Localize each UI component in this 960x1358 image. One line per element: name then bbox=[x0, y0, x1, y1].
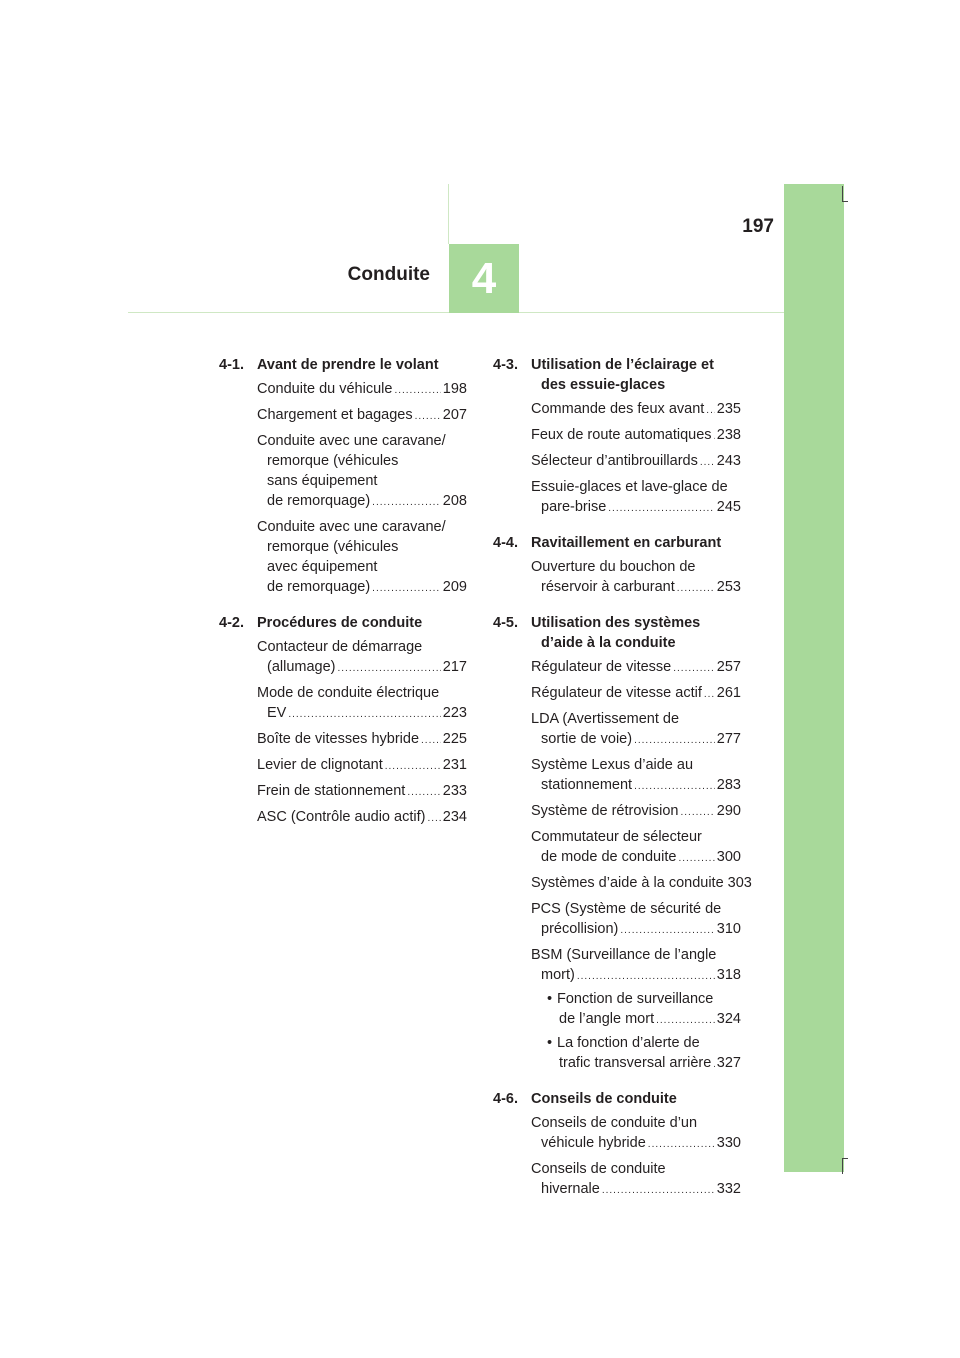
toc-section bbox=[219, 613, 467, 829]
toc-entry-line bbox=[257, 379, 467, 401]
toc-entry-label: sortie de voie) bbox=[541, 731, 633, 747]
toc-section-title: des essuie-glaces bbox=[541, 377, 666, 393]
toc-page-number: 253 bbox=[716, 579, 741, 595]
toc-page-number: 243 bbox=[716, 453, 741, 469]
toc-leader-dots bbox=[678, 849, 714, 869]
toc-page-number: 303 bbox=[727, 875, 752, 891]
toc-entry[interactable] bbox=[257, 729, 467, 751]
toc-leader-dots bbox=[673, 659, 715, 679]
toc-entry-line bbox=[531, 729, 741, 751]
toc-leader-dots bbox=[427, 809, 440, 829]
toc-entry-line bbox=[531, 775, 741, 797]
toc-section-title: Utilisation de l’éclairage et bbox=[531, 357, 714, 373]
toc-leader-dots bbox=[602, 1181, 715, 1201]
toc-entry-label: Levier de clignotant bbox=[257, 757, 383, 773]
toc-entry[interactable] bbox=[531, 1113, 741, 1155]
toc-entry-label: EV bbox=[267, 705, 287, 721]
toc-entry[interactable] bbox=[531, 755, 741, 797]
toc-leader-dots bbox=[577, 967, 715, 987]
toc-section-title: Conseils de conduite bbox=[531, 1091, 677, 1107]
toc-section-heading[interactable] bbox=[493, 533, 741, 553]
toc-entry-label: Commande des feux avant bbox=[531, 401, 705, 417]
toc-leader-dots bbox=[407, 783, 440, 803]
toc-entry-label: Chargement et bagages bbox=[257, 407, 413, 423]
toc-page-number: 245 bbox=[716, 499, 741, 515]
toc-entry-label: Systèmes d’aide à la conduite bbox=[531, 875, 724, 891]
toc-section-number: 4-4. bbox=[493, 535, 518, 551]
toc-entry-line bbox=[257, 729, 467, 751]
toc-page-number: 324 bbox=[716, 1011, 741, 1027]
toc-entry-label: ASC (Contrôle audio actif) bbox=[257, 809, 426, 825]
toc-entry-title: Ouverture du bouchon de bbox=[531, 559, 696, 575]
toc-entry-title: remorque (véhicules bbox=[267, 539, 399, 555]
toc-page-number: 261 bbox=[716, 685, 741, 701]
toc-section-number: 4-6. bbox=[493, 1091, 518, 1107]
toc-section-title: Procédures de conduite bbox=[257, 615, 423, 631]
toc-leader-dots bbox=[372, 579, 441, 599]
toc-entry-title: sans équipement bbox=[267, 473, 378, 489]
toc-section-title: d’aide à la conduite bbox=[541, 635, 676, 651]
toc-leader-dots bbox=[648, 1135, 715, 1155]
toc-entry-line bbox=[531, 1179, 741, 1201]
toc-entry[interactable] bbox=[531, 557, 741, 599]
toc-entry-label: pare-brise bbox=[541, 499, 607, 515]
toc-page-number: 223 bbox=[442, 705, 467, 721]
toc-entry[interactable] bbox=[531, 425, 741, 447]
toc-page-number: 327 bbox=[716, 1055, 741, 1071]
toc-entry-line bbox=[257, 657, 467, 679]
toc-entry[interactable] bbox=[531, 451, 741, 473]
toc-section bbox=[493, 533, 741, 599]
toc-entry-title: Conduite avec une caravane/ bbox=[257, 433, 446, 449]
toc-section-number: 4-2. bbox=[219, 615, 244, 631]
toc-entry[interactable] bbox=[257, 431, 467, 513]
toc-entry-label: Conduite du véhicule bbox=[257, 381, 393, 397]
toc-leader-dots bbox=[680, 803, 714, 823]
toc-leader-dots bbox=[372, 493, 441, 513]
toc-entry[interactable] bbox=[257, 781, 467, 803]
toc-page-number: 198 bbox=[442, 381, 467, 397]
toc-entry-line bbox=[541, 1009, 741, 1031]
toc-entry-line bbox=[531, 451, 741, 473]
toc-entry-line bbox=[531, 577, 741, 599]
toc-page-number: 238 bbox=[716, 427, 741, 443]
toc-page-number: 330 bbox=[716, 1135, 741, 1151]
toc-leader-dots bbox=[338, 659, 441, 679]
toc-page-number: 277 bbox=[716, 731, 741, 747]
toc-entry-title: Essuie-glaces et lave-glace de bbox=[531, 479, 728, 495]
crop-mark-bottom bbox=[842, 1158, 843, 1174]
toc-section-number: 4-5. bbox=[493, 615, 518, 631]
toc-entry-label: Feux de route automatiques bbox=[531, 427, 712, 443]
toc-entry-title: Mode de conduite électrique bbox=[257, 685, 440, 701]
toc-entry-title: LDA (Avertissement de bbox=[531, 711, 680, 727]
toc-leader-dots bbox=[385, 757, 441, 777]
toc-page-number: 318 bbox=[716, 967, 741, 983]
toc-leader-dots bbox=[704, 685, 715, 705]
toc-entry[interactable] bbox=[257, 755, 467, 777]
toc-page-number: 300 bbox=[716, 849, 741, 865]
toc-leader-dots bbox=[288, 705, 440, 725]
toc-leader-dots bbox=[634, 777, 715, 797]
toc-entry[interactable] bbox=[531, 1159, 741, 1201]
toc-entry[interactable] bbox=[531, 945, 741, 1075]
toc-section bbox=[219, 355, 467, 599]
toc-entry-line bbox=[257, 781, 467, 803]
toc-page-number: 257 bbox=[716, 659, 741, 675]
toc-entry[interactable] bbox=[531, 709, 741, 751]
page-number: 197 bbox=[742, 216, 774, 237]
toc-entry[interactable] bbox=[531, 477, 741, 519]
toc-entry[interactable] bbox=[531, 801, 741, 823]
toc-entry-label: véhicule hybride bbox=[541, 1135, 646, 1151]
toc-entry-title: BSM (Surveillance de l’angle bbox=[531, 947, 717, 963]
toc-subentry[interactable] bbox=[541, 989, 741, 1031]
toc-entry-label: Régulateur de vitesse actif bbox=[531, 685, 702, 701]
toc-leader-dots bbox=[656, 1011, 715, 1031]
toc-entry-line bbox=[257, 405, 467, 427]
toc-section-number: 4-3. bbox=[493, 357, 518, 373]
toc-entry-label: de l’angle mort bbox=[559, 1011, 655, 1027]
toc-leader-dots bbox=[608, 499, 715, 519]
toc-entry-title: Commutateur de sélecteur bbox=[531, 829, 702, 845]
toc-page-number: 208 bbox=[442, 493, 467, 509]
toc-entry[interactable] bbox=[257, 807, 467, 829]
toc-entry[interactable] bbox=[531, 873, 752, 895]
toc-leader-dots bbox=[713, 1055, 715, 1075]
toc-entry-title: Système Lexus d’aide au bbox=[531, 757, 694, 773]
toc-entry-label: (allumage) bbox=[267, 659, 336, 675]
toc-entry-line bbox=[531, 425, 741, 447]
toc-entry-label: Frein de stationnement bbox=[257, 783, 406, 799]
toc-entry[interactable] bbox=[257, 379, 467, 401]
toc-entry-line bbox=[257, 577, 467, 599]
toc-entry-label: Sélecteur d’antibrouillards bbox=[531, 453, 698, 469]
toc-leader-dots bbox=[714, 427, 715, 447]
toc-page-number: 290 bbox=[716, 803, 741, 819]
header-vertical-rule bbox=[448, 184, 449, 244]
toc-entry-line bbox=[257, 491, 467, 513]
toc-entry-label: précollision) bbox=[541, 921, 619, 937]
toc-entry[interactable] bbox=[531, 683, 741, 705]
toc-page-number: 310 bbox=[716, 921, 741, 937]
toc-entry-title: Conseils de conduite d’un bbox=[531, 1115, 698, 1131]
toc-entry[interactable] bbox=[531, 899, 741, 941]
toc-section bbox=[493, 1089, 741, 1201]
toc-page-number: 209 bbox=[442, 579, 467, 595]
toc-leader-dots bbox=[706, 401, 715, 421]
toc-right-column bbox=[493, 355, 752, 1201]
toc-entry-label: de remorquage) bbox=[267, 493, 371, 509]
toc-entry[interactable] bbox=[257, 637, 467, 679]
toc-entry-line bbox=[531, 873, 752, 895]
toc-entry[interactable] bbox=[531, 657, 741, 679]
toc-entry-line bbox=[531, 399, 741, 421]
toc-entry-title: Conseils de conduite bbox=[531, 1161, 666, 1177]
toc-entry-title: Conduite avec une caravane/ bbox=[257, 519, 446, 535]
toc-section bbox=[493, 613, 752, 1075]
toc-entry-title: PCS (Système de sécurité de bbox=[531, 901, 722, 917]
toc-entry-label: hivernale bbox=[541, 1181, 600, 1197]
toc-leader-dots bbox=[394, 381, 440, 401]
toc-section-title: Utilisation des systèmes bbox=[531, 615, 701, 631]
toc-entry-line bbox=[531, 965, 741, 987]
chapter-title: Conduite bbox=[347, 264, 430, 285]
toc-leader-dots bbox=[700, 453, 715, 473]
toc-entry-title: • Fonction de surveillance bbox=[541, 989, 741, 1009]
toc-entry-title: avec équipement bbox=[267, 559, 378, 575]
chapter-number: 4 bbox=[471, 253, 497, 303]
toc-entry[interactable] bbox=[257, 683, 467, 725]
toc-entry-line bbox=[531, 801, 741, 823]
toc-left-column bbox=[219, 355, 467, 829]
toc-subentry[interactable] bbox=[541, 1033, 741, 1075]
toc-section-heading[interactable] bbox=[493, 1089, 741, 1109]
toc-entry-label: Boîte de vitesses hybride bbox=[257, 731, 420, 747]
crop-mark-top bbox=[842, 186, 843, 202]
toc-entry-label: Régulateur de vitesse bbox=[531, 659, 672, 675]
toc-entry[interactable] bbox=[531, 399, 741, 421]
toc-entry-label: trafic transversal arrière bbox=[559, 1055, 712, 1071]
toc-leader-dots bbox=[620, 921, 714, 941]
toc-entry-label: de mode de conduite bbox=[541, 849, 677, 865]
toc-entry-line bbox=[531, 919, 741, 941]
toc-entry-line bbox=[257, 807, 467, 829]
toc-entry-line bbox=[531, 497, 741, 519]
toc-entry-label: Système de rétrovision bbox=[531, 803, 679, 819]
crop-mark-bottom-h bbox=[842, 1158, 848, 1159]
toc-section-number: 4-1. bbox=[219, 357, 244, 373]
toc-entry-label: mort) bbox=[541, 967, 575, 983]
crop-mark-top-h bbox=[842, 201, 848, 202]
toc-page-number: 217 bbox=[442, 659, 467, 675]
toc-entry[interactable] bbox=[257, 405, 467, 427]
toc-entry-label: réservoir à carburant bbox=[541, 579, 675, 595]
toc-entry-title: • La fonction d’alerte de bbox=[541, 1033, 741, 1053]
chapter-number-box bbox=[449, 244, 519, 313]
toc-entry-line bbox=[531, 847, 741, 869]
toc-page-number: 207 bbox=[442, 407, 467, 423]
toc-page-number: 234 bbox=[442, 809, 467, 825]
toc-leader-dots bbox=[415, 407, 441, 427]
toc-entry-label: de remorquage) bbox=[267, 579, 371, 595]
toc-entry-line bbox=[531, 683, 741, 705]
toc-entry-line bbox=[257, 755, 467, 777]
toc-entry[interactable] bbox=[257, 517, 467, 599]
toc-leader-dots bbox=[421, 731, 441, 751]
toc-entry-line bbox=[531, 657, 741, 679]
toc-page-number: 235 bbox=[716, 401, 741, 417]
toc-section-heading[interactable] bbox=[493, 355, 741, 395]
toc-section-title: Avant de prendre le volant bbox=[257, 357, 439, 373]
chapter-side-tab bbox=[784, 184, 844, 1172]
toc-entry-title: Contacteur de démarrage bbox=[257, 639, 423, 655]
toc-page-number: 283 bbox=[716, 777, 741, 793]
toc-section-heading[interactable] bbox=[219, 355, 467, 375]
toc-section-heading[interactable] bbox=[493, 613, 741, 653]
toc-page-number: 225 bbox=[442, 731, 467, 747]
toc-entry-title: remorque (véhicules bbox=[267, 453, 399, 469]
toc-section-heading[interactable] bbox=[219, 613, 467, 633]
toc-entry-line bbox=[541, 1053, 741, 1075]
toc-section-title: Ravitaillement en carburant bbox=[531, 535, 722, 551]
toc-section bbox=[493, 355, 741, 519]
toc-page-number: 231 bbox=[442, 757, 467, 773]
toc-page-number: 332 bbox=[716, 1181, 741, 1197]
toc-entry-label: stationnement bbox=[541, 777, 633, 793]
toc-entry-line bbox=[257, 703, 467, 725]
toc-leader-dots bbox=[634, 731, 715, 751]
toc-entry[interactable] bbox=[531, 827, 741, 869]
toc-page-number: 233 bbox=[442, 783, 467, 799]
toc-entry-line bbox=[531, 1133, 741, 1155]
toc-leader-dots bbox=[677, 579, 715, 599]
